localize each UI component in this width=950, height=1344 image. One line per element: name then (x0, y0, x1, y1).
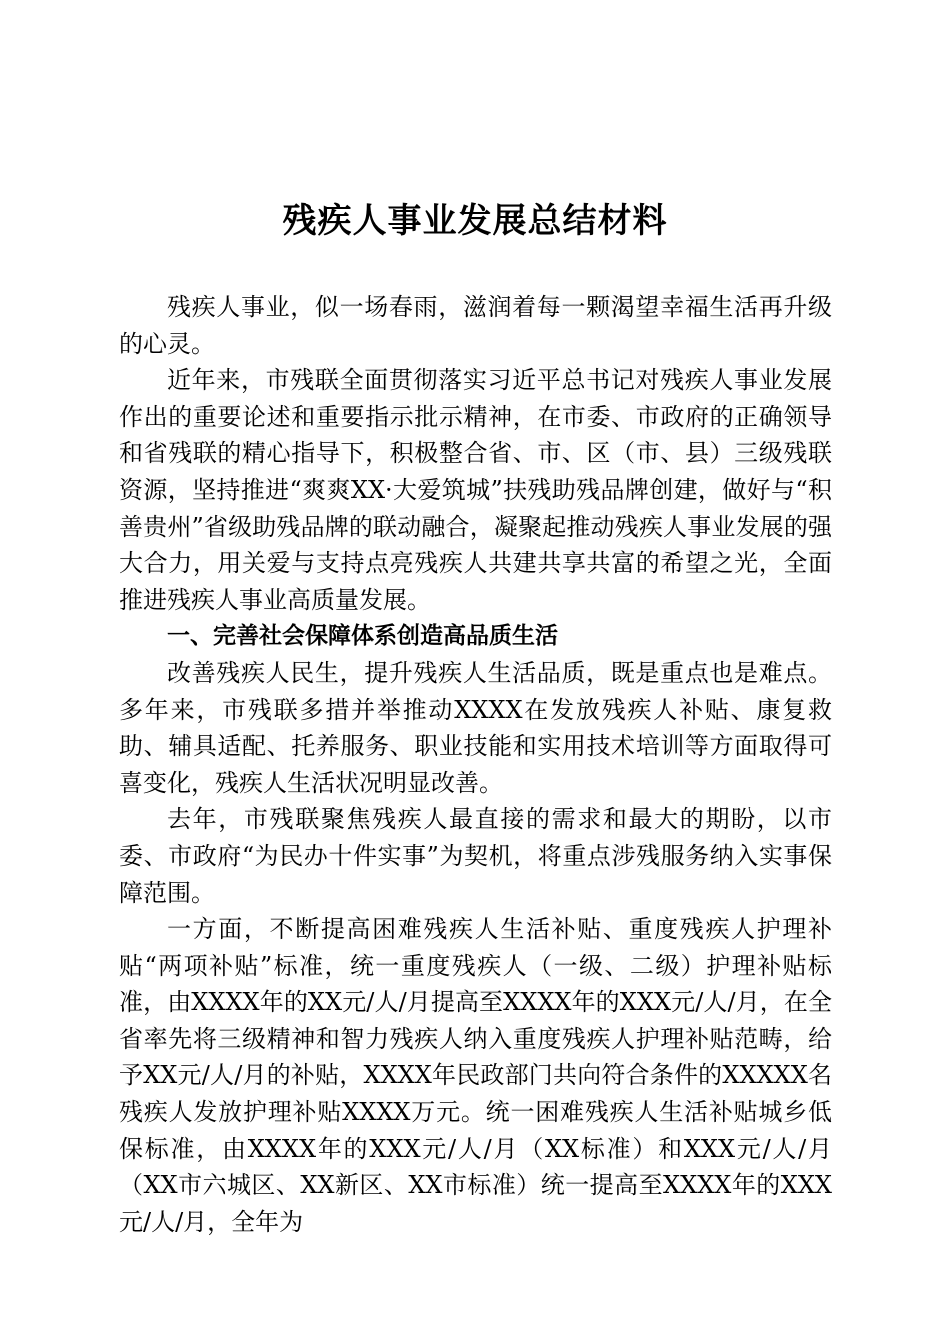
section-heading-1: 一、完善社会保障体系创造高品质生活 (167, 623, 558, 650)
intro-paragraph-2: 近年来，市残联全面贯彻落实习近平总书记对残疾人事业发展作出的重要论述和重要指示批示精神，在市委、市政府的正确领导和省残联的精心指导下，积极整合省、市、区（市、县）三级残联资源，坚持推进“爽爽XX·大爱筑城”扶残助残品牌创建，做好与“积善贵州”省级助残品牌的联动融合，凝聚起推动残疾人事业发展的强大合力，用关爱与支持点亮残疾人共建共享共富的希望之光，全面推进残疾人事业高质量发展。 (119, 366, 832, 614)
section-paragraph-2: 去年，市残联聚焦残疾人最直接的需求和最大的期盼，以市委、市政府“为民办十件实事”为契机，将重点涉残服务纳入实事保障范围。 (119, 805, 832, 907)
document-title: 残疾人事业发展总结材料 (282, 201, 668, 241)
intro-paragraph-1: 残疾人事业，似一场春雨，滋润着每一颗渴望幸福生活再升级的心灵。 (119, 293, 832, 358)
document-body (119, 289, 832, 1240)
section-paragraph-3: 一方面，不断提高困难残疾人生活补贴、重度残疾人护理补贴“两项补贴”标准，统一重度残疾人（一级、二级）护理补贴标准，由XXXX年的XX元/人/月提高至XXXX年的XXX元/人/月，在全省率先将三级精神和智力残疾人纳入重度残疾人护理补贴范畴，给予XX元/人/月的补贴，XXXX年民政部门共向符合条件的XXXXX名残疾人发放护理补贴XXXX万元。统一困难残疾人生活补贴城乡低保标准，由XXXX年的XXX元/人/月（XX标准）和XXX元/人/月（XX市六城区、XX新区、XX市标准）统一提高至XXXX年的XXX元/人/月，全年为 (119, 915, 832, 1236)
section-paragraph-1: 改善残疾人民生，提升残疾人生活品质，既是重点也是难点。多年来，市残联多措并举推动XXXX在发放残疾人补贴、康复救助、辅具适配、托养服务、职业技能和实用技术培训等方面取得可喜变化，残疾人生活状况明显改善。 (119, 658, 832, 797)
